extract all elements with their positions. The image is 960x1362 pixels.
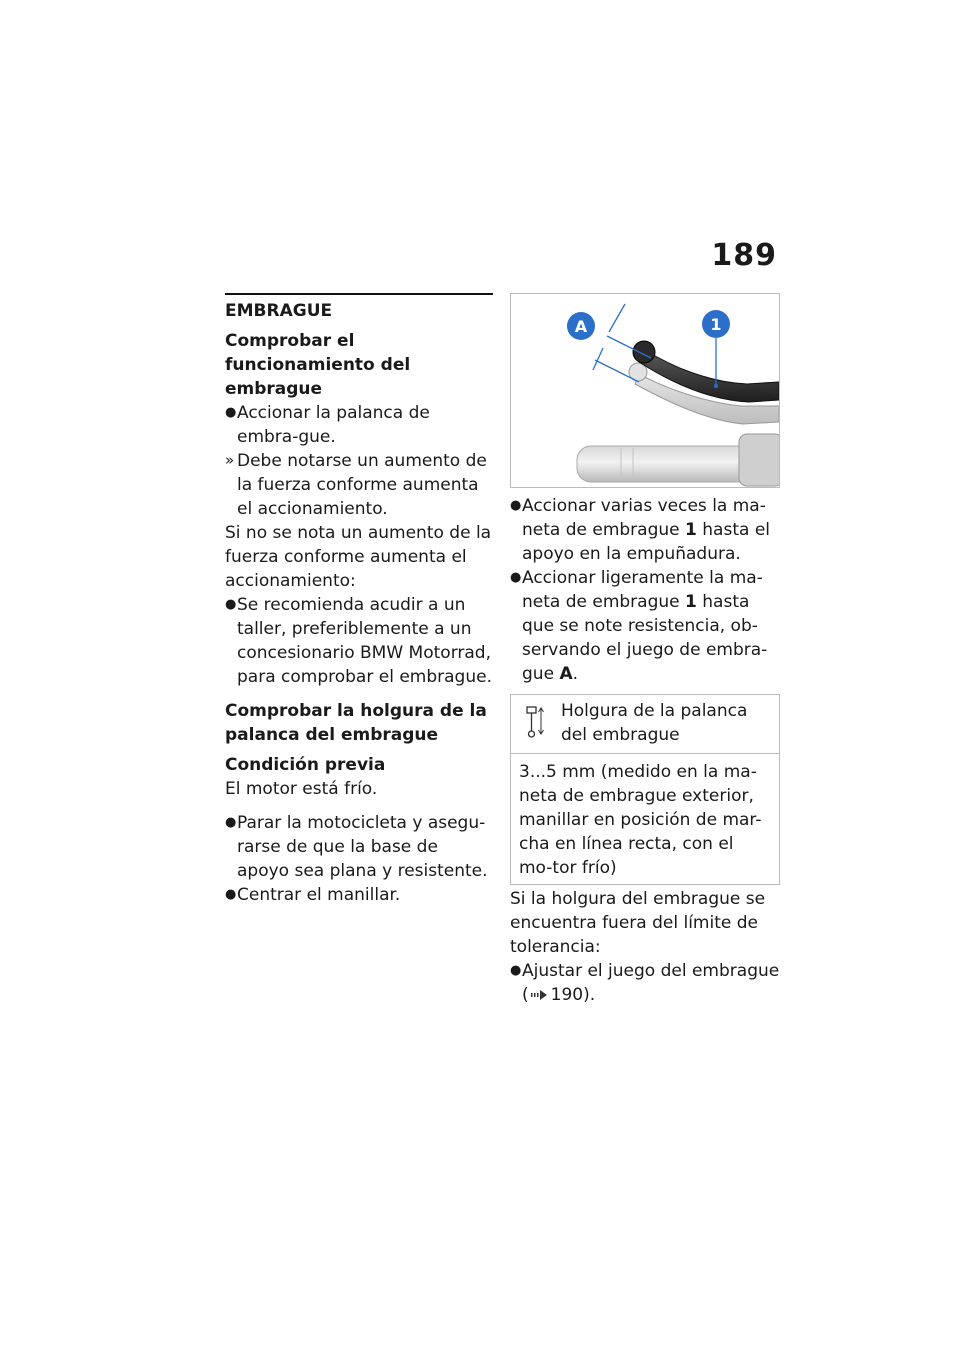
list-item-result: » Debe notarse un aumento de la fuerza conforme aumenta el accionamiento.: [225, 449, 493, 521]
condition-note: Si no se nota un aumento de la fuerza conforme aumenta el accionamiento:: [225, 523, 492, 591]
left-column: [225, 293, 493, 907]
clutch-lever-illustration: [511, 294, 779, 487]
right-column: [510, 293, 780, 1007]
spec-value: 3...5 mm (medido en la ma-neta de embrague exterior, manillar en posición de mar-cha en línea recta, con el mo-tor frío): [519, 762, 762, 878]
list-item: ● Accionar ligeramente la ma-neta de embrague 1 hasta que se note resistencia, ob-servando el juego de embra-gue A.: [510, 568, 768, 684]
callout-1-label: 1: [710, 315, 722, 334]
list-item: ● Centrar el manillar.: [225, 885, 401, 905]
bullet-icon: ●: [510, 570, 522, 585]
heading-precondition: Condición previa: [225, 755, 386, 775]
callout-a-label: A: [574, 317, 588, 336]
result-arrow-icon: »: [225, 451, 235, 469]
bullet-icon: ●: [225, 815, 237, 830]
bullet-icon: ●: [225, 597, 237, 612]
page-reference-link[interactable]: 190: [550, 985, 584, 1005]
measure-gap-icon: [525, 705, 545, 739]
page-number: 189: [711, 238, 777, 273]
ref-lever-1: 1: [685, 592, 697, 612]
heading-clutch-function: Comprobar el funcionamiento del embrague: [225, 331, 411, 399]
list-item: ● Se recomienda acudir a un taller, preferiblemente a un concesionario BMW Motorrad, para comprobar el embrague.: [225, 595, 492, 687]
spec-value-cell: [511, 754, 779, 884]
list-item: ● Parar la motocicleta y asegu-rarse de que la base de apoyo sea plana y resistente.: [225, 813, 488, 881]
bullet-icon: ●: [225, 887, 237, 902]
list-item: ● Ajustar el juego del embrague ( 190).: [510, 961, 780, 1005]
list-item: ● Accionar la palanca de embra-gue.: [225, 403, 430, 447]
clutch-lever-figure: [510, 293, 780, 488]
list-item: ● Accionar varias veces la ma-neta de embrague 1 hasta el apoyo en la empuñadura.: [510, 496, 770, 564]
page-reference-arrow-icon: [531, 990, 547, 1000]
bullet-icon: ●: [510, 498, 522, 513]
tolerance-note: Si la holgura del embrague se encuentra fuera del límite de tolerancia:: [510, 889, 766, 957]
bullet-icon: ●: [225, 405, 237, 420]
precondition-text: El motor está frío.: [225, 779, 378, 799]
spec-header: [511, 695, 779, 754]
section-title: EMBRAGUE: [225, 293, 493, 321]
bullet-icon: ●: [510, 963, 522, 978]
spec-title: Holgura de la palanca del embrague: [561, 701, 748, 745]
ref-lever-1: 1: [685, 520, 697, 540]
spec-table: [510, 694, 780, 885]
ref-play-a: A: [559, 664, 573, 684]
heading-lever-play: Comprobar la holgura de la palanca del embrague: [225, 701, 487, 745]
